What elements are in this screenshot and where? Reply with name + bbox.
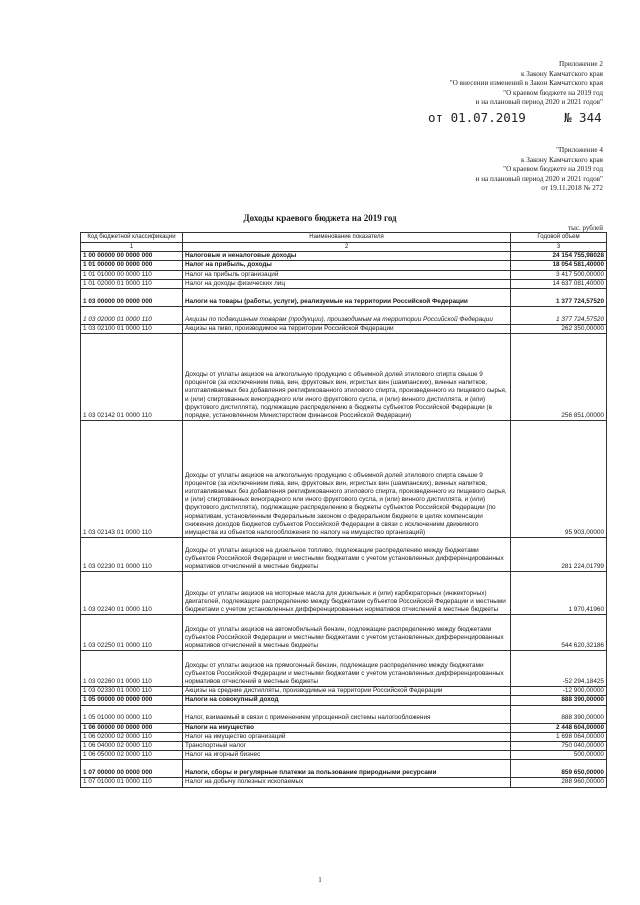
row-value: 24 154 755,98028: [511, 252, 607, 261]
row-name: Налог на имущество организаций: [183, 732, 511, 741]
table-row: [81, 307, 607, 325]
row-name: Доходы от уплаты акцизов на дизельное топливо, подлежащие распределению между бюджетами субъектов Российской Федерации и местными бюджетами с учетом установленных дифференцированных нормативов отчислений в местные бюджеты: [183, 538, 511, 572]
row-name: Доходы от уплаты акцизов на прямогонный бензин, подлежащие распределению между бюджетами субъектов Российской Федерации и местными бюджетами с учетом установленных дифференцированных нормативов отчислений в местные бюджеты: [183, 651, 511, 687]
appendix-line: к Закону Камчатского края: [521, 69, 603, 78]
row-code: 1 05 00000 00 0000 000: [81, 696, 183, 705]
appendix-line: "О краевом бюджете на 2019 год: [503, 88, 603, 97]
row-value: -12 900,00000: [511, 687, 607, 696]
column-number-2: 2: [183, 243, 511, 252]
row-name: Налоги на имущество: [183, 723, 511, 732]
row-code: 1 03 02250 01 0000 110: [81, 615, 183, 651]
row-value: 1 377 724,57520: [511, 307, 607, 325]
row-name: Доходы от уплаты акцизов на автомобильный бензин, подлежащие распределению между бюджетами субъектов Российской Федерации и местными бюджетами с учетом установленных дифференцированных нормативов отчислений в местные бюджеты: [183, 615, 511, 651]
table-row: [81, 261, 607, 270]
table-row: [81, 334, 607, 421]
table-row: [81, 289, 607, 307]
row-code: 1 03 02240 01 0000 110: [81, 572, 183, 615]
document-title: Доходы краевого бюджета на 2019 год: [243, 213, 397, 223]
row-code: 1 03 00000 00 0000 000: [81, 289, 183, 307]
row-code: 1 03 02143 01 0000 110: [81, 421, 183, 538]
revenue-table: [80, 232, 607, 788]
row-code: 1 01 00000 00 0000 000: [81, 261, 183, 270]
row-value: 3 417 500,00000: [511, 270, 607, 279]
row-code: 1 03 02100 01 0000 110: [81, 325, 183, 334]
row-value: 750 040,00000: [511, 742, 607, 751]
row-name: Налоговые и неналоговые доходы: [183, 252, 511, 261]
table-row: [81, 252, 607, 261]
table-row: [81, 572, 607, 615]
row-name: Налог на прибыль, доходы: [183, 261, 511, 270]
row-code: 1 03 02230 01 0000 110: [81, 538, 183, 572]
row-name: Налоги, сборы и регулярные платежи за пользование природными ресурсами: [183, 760, 511, 778]
appendix-line: от 19.11.2018 № 272: [541, 184, 603, 193]
row-name: Акцизы по подакцизным товарам (продукции), производимым на территории Российской Федерации: [183, 307, 511, 325]
row-code: 1 06 05000 02 0000 110: [81, 751, 183, 760]
row-code: 1 00 00000 00 0000 000: [81, 252, 183, 261]
row-value: -52 294,18425: [511, 651, 607, 687]
row-code: 1 06 00000 00 0000 000: [81, 723, 183, 732]
row-value: 281 224,01799: [511, 538, 607, 572]
row-code: 1 06 04000 02 0000 110: [81, 742, 183, 751]
table-row: [81, 751, 607, 760]
table-row: [81, 778, 607, 787]
table-row: [81, 705, 607, 723]
row-value: 888 390,00000: [511, 705, 607, 723]
row-value: 18 054 581,40000: [511, 261, 607, 270]
appendix-line: "О краевом бюджете на 2019 год: [503, 165, 603, 174]
row-name: Налог на прибыль организаций: [183, 270, 511, 279]
row-code: 1 07 01000 01 0000 110: [81, 778, 183, 787]
appendix-line: и на плановый период 2020 и 2021 годов": [475, 174, 603, 183]
row-code: 1 07 00000 00 0000 000: [81, 760, 183, 778]
appendix-2-header: [450, 60, 603, 108]
column-number-3: 3: [511, 243, 607, 252]
row-value: 1 970,41960: [511, 572, 607, 615]
row-value: 888 390,00000: [511, 696, 607, 705]
row-name: Налог на добычу полезных ископаемых: [183, 778, 511, 787]
row-name: Доходы от уплаты акцизов на алкогольную продукцию с объемной долей этилового спирта свыше 9 процентов (за исключением пива, вин, фруктовых вин, игристых вин (шампанских), винных напитков, изготавливаемых без добавления ректификованного этилового спирта, произведенного из пищевого сырья, и (или) спиртованных виноградного или иного фруктового сусла, и (или) винного дистиллята, и (или) фруктового дистиллята), подлежащие распределению в бюджеты субъектов Российской Федерации (в порядке, установленном Министерством финансов Российской Федерации): [183, 334, 511, 421]
unit-label: тыс. рублей: [568, 224, 603, 232]
row-code: 1 03 02000 01 0000 110: [81, 307, 183, 325]
row-name: Налоги на товары (работы, услуги), реализуемые на территории Российской Федерации: [183, 289, 511, 307]
page-number: 1: [318, 876, 322, 884]
row-name: Транспортный налог: [183, 742, 511, 751]
row-code: 1 05 01000 00 0000 110: [81, 705, 183, 723]
row-name: Доходы от уплаты акцизов на алкогольную продукцию с объемной долей этилового спирта свыше 9 процентов (за исключением пива, вин, фруктовых вин, игристых вин (шампанских), винных напитков, изготавливаемых без добавления ректификованного этилового спирта, произведенного из пищевого сырья, и (или) спиртованных виноградного или иного фруктового сусла, и (или) винного дистиллята, и (или) фруктового дистиллята), подлежащие распределению в бюджеты субъектов Российской Федерации (по нормативам, установленным Федеральным законом о федеральном бюджете в целях компенсации снижения доходов бюджетов субъектов Российской Федерации в связи с исключением движимого имущества из объектов налогообложения по налогу на имущество организаций): [183, 421, 511, 538]
row-code: 1 06 02000 02 0000 110: [81, 732, 183, 741]
row-value: 1 377 724,57520: [511, 289, 607, 307]
table-row: [81, 279, 607, 288]
row-value: 1 698 064,00000: [511, 732, 607, 741]
appendix-line: Приложение 2: [559, 60, 603, 68]
row-code: 1 01 02000 01 0000 110: [81, 279, 183, 288]
row-value: 262 350,00000: [511, 325, 607, 334]
row-value: 14 637 081,40000: [511, 279, 607, 288]
appendix-line: "Приложение 4: [556, 146, 603, 154]
row-value: 256 851,00000: [511, 334, 607, 421]
row-name: Акцизы на средние дистилляты, производимые на территории Российской Федерации: [183, 687, 511, 696]
row-name: Налог на доходы физических лиц: [183, 279, 511, 288]
row-value: 500,00000: [511, 751, 607, 760]
row-value: 2 448 604,00000: [511, 723, 607, 732]
row-code: 1 03 02142 01 0000 110: [81, 334, 183, 421]
row-code: 1 03 02330 01 0000 110: [81, 687, 183, 696]
row-name: Доходы от уплаты акцизов на моторные масла для дизельных и (или) карбюраторных (инжекторных) двигателей, подлежащие распределению между бюджетами субъектов Российской Федерации и местными бюджетами с учетом установленных дифференцированных нормативов отчислений в местные бюджеты: [183, 572, 511, 615]
column-number-1: 1: [81, 243, 183, 252]
stamp-number: № 344: [564, 110, 602, 125]
table-row: [81, 538, 607, 572]
header-name: Наименование показателя: [183, 233, 511, 243]
appendix-4-header: [476, 146, 603, 194]
header-code: Код бюджетной классификации: [81, 233, 183, 243]
appendix-line: к Закону Камчатского края: [521, 155, 603, 164]
row-name: Налог на игорный бизнес: [183, 751, 511, 760]
table-row: [81, 723, 607, 732]
table-row: [81, 421, 607, 538]
stamp-date: от 01.07.2019: [428, 110, 526, 125]
row-value: 544 620,32186: [511, 615, 607, 651]
table-row: [81, 325, 607, 334]
row-name: Налог, взимаемый в связи с применением упрощенной системы налогообложения: [183, 705, 511, 723]
table-header-row: [81, 233, 607, 243]
table-row: [81, 651, 607, 687]
row-name: Акцизы на пиво, производимое на территории Российской Федерации: [183, 325, 511, 334]
row-name: Налоги на совокупный доход: [183, 696, 511, 705]
table-row: [81, 687, 607, 696]
table-row: [81, 760, 607, 778]
header-value: Годовой объем: [511, 233, 607, 243]
table-column-numbers-row: [81, 243, 607, 252]
table-row: [81, 270, 607, 279]
table-row: [81, 742, 607, 751]
row-value: 95 903,00000: [511, 421, 607, 538]
row-value: 859 650,00000: [511, 760, 607, 778]
row-code: 1 03 02260 01 0000 110: [81, 651, 183, 687]
appendix-line: и на плановый период 2020 и 2021 годов": [475, 98, 603, 107]
row-value: 288 960,00000: [511, 778, 607, 787]
table-row: [81, 615, 607, 651]
row-code: 1 01 01000 00 0000 110: [81, 270, 183, 279]
appendix-line: "О внесении изменений в Закон Камчатского края: [449, 79, 603, 88]
table-row: [81, 696, 607, 705]
table-row: [81, 732, 607, 741]
